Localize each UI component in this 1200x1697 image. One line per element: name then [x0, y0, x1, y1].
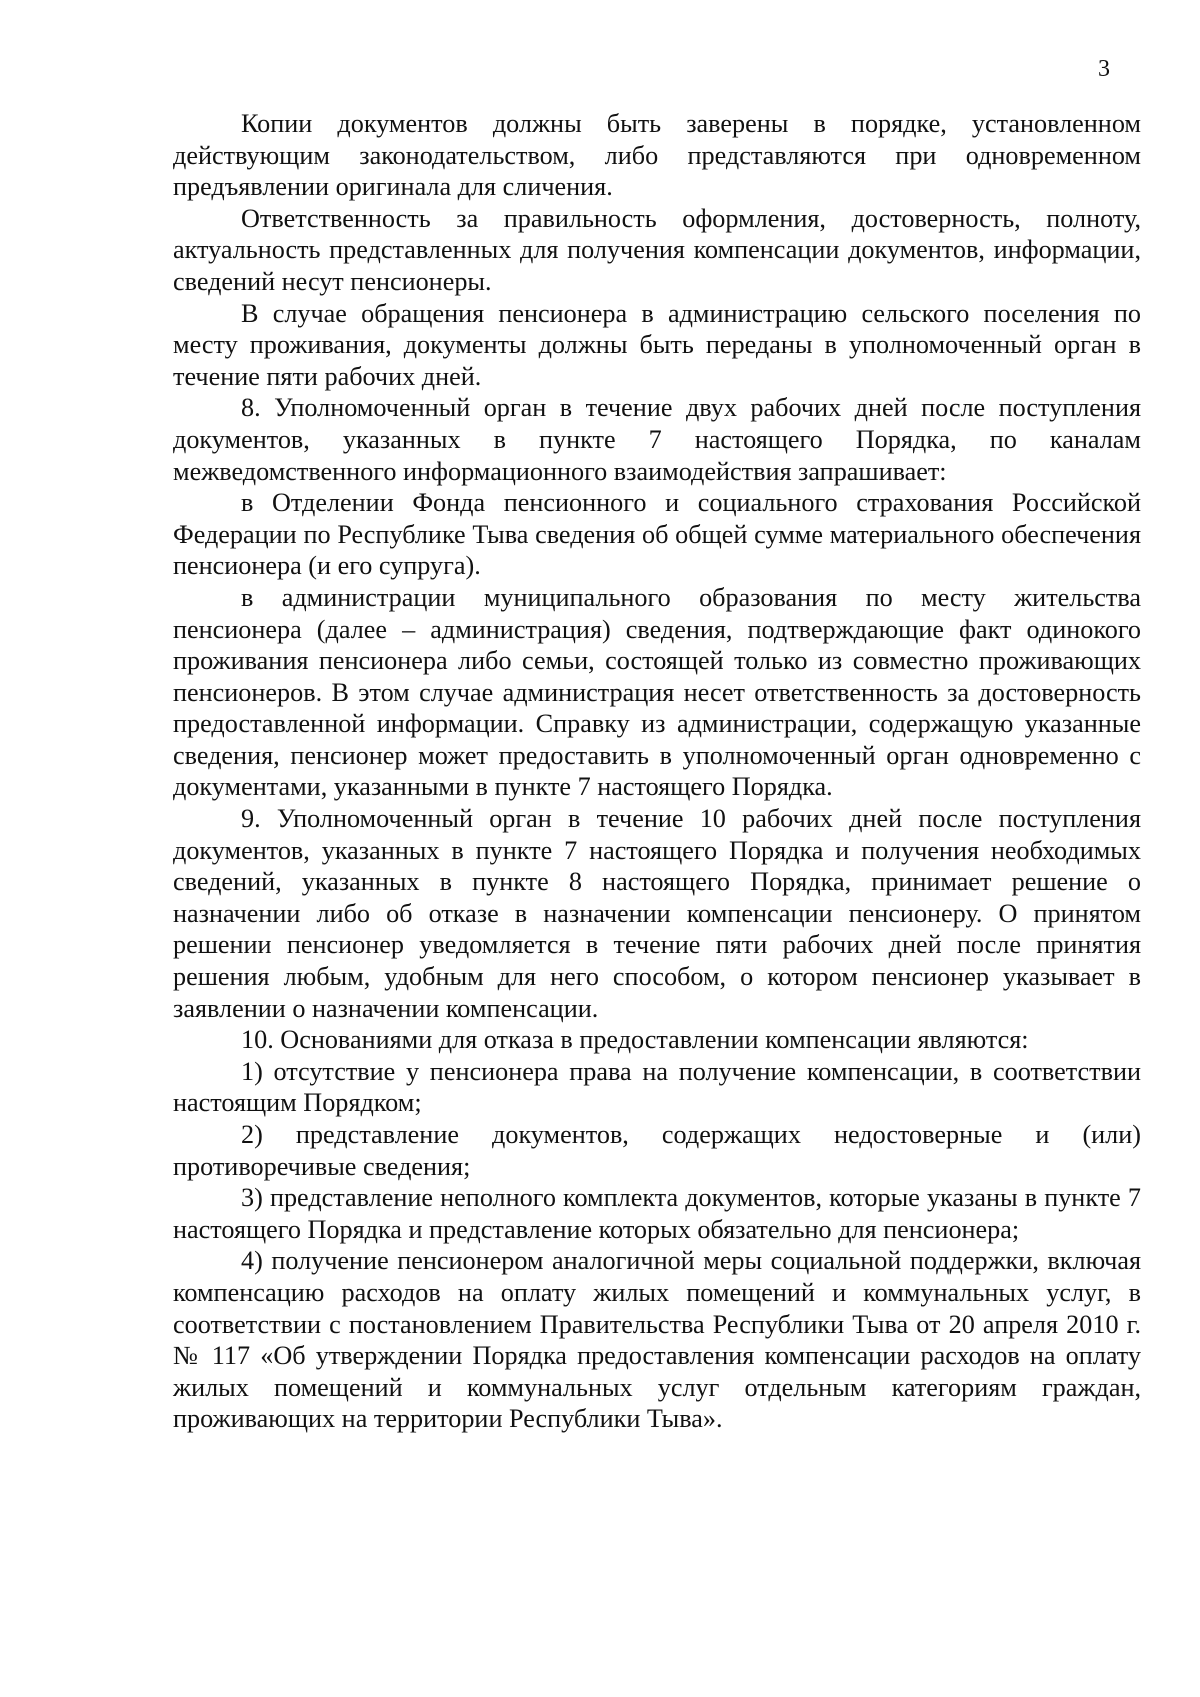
paragraph: 1) отсутствие у пенсионера права на получение компенсации, в соответствии настоящим Порядком; [173, 1056, 1141, 1118]
document-body [173, 108, 1141, 1435]
paragraph: 10. Основаниями для отказа в предоставлении компенсации являются: [241, 1025, 1029, 1055]
paragraph: 9. Уполномоченный орган в течение 10 рабочих дней после поступления документов, указанных в пункте 7 настоящего Порядка и получения необходимых сведений, указанных в пункте 8 настоящего Порядка, принимает решение о назначении либо об отказе в назначении компенсации пенсионеру. О принятом решении пенсионер уведомляется в течение пяти рабочих дней после принятия решения любым, удобным для него способом, о котором пенсионер указывает в заявлении о назначении компенсации. [173, 804, 1141, 1023]
paragraph: в Отделении Фонда пенсионного и социального страхования Российской Федерации по Республике Тыва сведения об общей сумме материального обеспечения пенсионера (и его супруга). [173, 488, 1141, 581]
paragraph: 4) получение пенсионером аналогичной меры социальной поддержки, включая компенсацию расходов на оплату жилых помещений и коммунальных услуг, в соответствии с постановлением Правительства Республики Тыва от 20 апреля 2010 г. № 117 «Об утверждении Порядка предоставления компенсации расходов на оплату жилых помещений и коммунальных услуг отдельным категориям граждан, проживающих на территории Республики Тыва». [173, 1246, 1141, 1434]
paragraph: 2) представление документов, содержащих недостоверные и (или) противоречивые сведения; [173, 1120, 1141, 1181]
paragraph: 3) представление неполного комплекта документов, которые указаны в пункте 7 настоящего Порядка и представление которых обязательно для пенсионера; [173, 1183, 1141, 1244]
paragraph: 8. Уполномоченный орган в течение двух рабочих дней после поступления документов, указанных в пункте 7 настоящего Порядка, по каналам межведомственного информационного взаимодействия запрашивает: [173, 393, 1141, 486]
paragraph: в администрации муниципального образования по месту жительства пенсионера (далее – администрация) сведения, подтверждающие факт одинокого проживания пенсионера либо семьи, состоящей только из совместно проживающих пенсионеров. В этом случае администрация несет ответственность за достоверность предоставленной информации. Справку из администрации, содержащую указанные сведения, пенсионер может предоставить в уполномоченный орган одновременно с документами, указанными в пункте 7 настоящего Порядка. [173, 582, 1141, 802]
paragraph: Ответственность за правильность оформления, достоверность, полноту, актуальность представленных для получения компенсации документов, информации, сведений несут пенсионеры. [173, 203, 1141, 296]
paragraph: В случае обращения пенсионера в администрацию сельского поселения по месту проживания, документы должны быть переданы в уполномоченный орган в течение пяти рабочих дней. [173, 298, 1141, 391]
page-number: 3 [1098, 56, 1110, 82]
paragraph: Копии документов должны быть заверены в порядке, установленном действующим законодательством, либо представляются при одновременном предъявлении оригинала для сличения. [173, 109, 1141, 202]
